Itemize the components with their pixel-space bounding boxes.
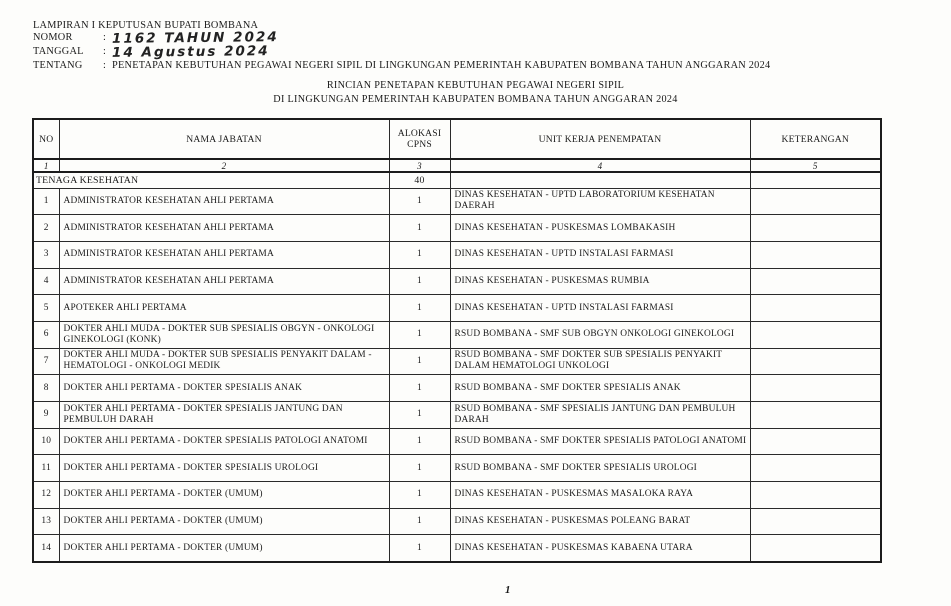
alokasi-cpns-cell: 1 [389,348,450,375]
alokasi-cpns-cell: 1 [389,241,450,268]
table-row [33,268,881,295]
alokasi-cpns-cell: 1 [389,508,450,535]
lampiran-heading: LAMPIRAN I KEPUTUSAN BUPATI BOMBANA [33,20,259,31]
table-row [33,188,881,215]
keterangan-cell [750,375,881,402]
tanggal-row [33,42,770,61]
col-header-alokasi-cpns: ALOKASI CPNS [389,119,450,159]
col-number-1: 1 [33,159,59,172]
row-no-cell: 3 [33,241,59,268]
keterangan-cell [750,241,881,268]
nomor-value-handwritten: 1162 TAHUN 2024 [111,28,279,47]
alokasi-cpns-cell: 1 [389,188,450,215]
nama-jabatan-cell: ADMINISTRATOR KESEHATAN AHLI PERTAMA [59,215,389,242]
row-no-cell: 12 [33,482,59,509]
page-number: 1 [505,584,511,596]
keterangan-cell [750,508,881,535]
section-alokasi: 40 [389,172,450,188]
unit-kerja-cell: RSUD BOMBANA - SMF DOKTER SPESIALIS ANAK [450,375,750,402]
table-row [33,482,881,509]
tanggal-colon: : [103,45,107,57]
alokasi-cpns-cell: 1 [389,268,450,295]
keterangan-cell [750,535,881,562]
keterangan-cell [750,428,881,455]
section-name: TENAGA KESEHATAN [33,172,389,188]
row-no-cell: 5 [33,295,59,322]
table-row [33,215,881,242]
table-row [33,402,881,429]
section-row-tenaga-kesehatan [33,172,881,188]
table-row [33,535,881,562]
nama-jabatan-cell: DOKTER AHLI PERTAMA - DOKTER SPESIALIS UROLOGI [59,455,389,482]
col-header-unit-kerja: UNIT KERJA PENEMPATAN [450,119,750,159]
keterangan-cell [750,482,881,509]
row-no-cell: 2 [33,215,59,242]
nomor-label: NOMOR [33,31,73,43]
alokasi-cpns-cell: 1 [389,482,450,509]
row-no-cell: 10 [33,428,59,455]
title-line-1: RINCIAN PENETAPAN KEBUTUHAN PEGAWAI NEGERI SIPIL [326,80,625,91]
table-row [33,321,881,348]
column-number-row [33,159,881,172]
tentang-label: TENTANG [33,59,83,71]
col-number-5: 5 [750,159,881,172]
nama-jabatan-cell: APOTEKER AHLI PERTAMA [59,295,389,322]
keterangan-cell [750,188,881,215]
alokasi-cpns-cell: 1 [389,375,450,402]
keterangan-cell [750,402,881,429]
nama-jabatan-cell: DOKTER AHLI MUDA - DOKTER SUB SPESIALIS PENYAKIT DALAM - HEMATOLOGI - ONKOLOGI MEDIK [59,348,389,375]
tentang-row [33,60,770,72]
table-row [33,428,881,455]
unit-kerja-cell: DINAS KESEHATAN - PUSKESMAS POLEANG BARAT [450,508,750,535]
tentang-value: PENETAPAN KEBUTUHAN PEGAWAI NEGERI SIPIL DI LINGKUNGAN PEMERINTAH KABUPATEN BOMBANA TAHUN ANGGARAN 2024 [112,59,771,71]
unit-kerja-cell: RSUD BOMBANA - SMF SPESIALIS JANTUNG DAN PEMBULUH DARAH [450,402,750,429]
nama-jabatan-cell: ADMINISTRATOR KESEHATAN AHLI PERTAMA [59,188,389,215]
row-no-cell: 1 [33,188,59,215]
alokasi-cpns-cell: 1 [389,402,450,429]
unit-kerja-cell: RSUD BOMBANA - SMF DOKTER SPESIALIS PATOLOGI ANATOMI [450,428,750,455]
unit-kerja-cell: DINAS KESEHATAN - UPTD LABORATORIUM KESEHATAN DAERAH [450,188,750,215]
nama-jabatan-cell: DOKTER AHLI PERTAMA - DOKTER SPESIALIS PATOLOGI ANATOMI [59,428,389,455]
alokasi-cpns-cell: 1 [389,321,450,348]
staffing-table [32,118,882,563]
alokasi-cpns-cell: 1 [389,215,450,242]
col-number-2: 2 [59,159,389,172]
table-body [33,172,881,562]
row-no-cell: 11 [33,455,59,482]
tentang-colon: : [103,59,107,71]
row-no-cell: 14 [33,535,59,562]
unit-kerja-cell: DINAS KESEHATAN - PUSKESMAS LOMBAKASIH [450,215,750,242]
unit-kerja-cell: DINAS KESEHATAN - UPTD INSTALASI FARMASI [450,295,750,322]
nama-jabatan-cell: DOKTER AHLI PERTAMA - DOKTER (UMUM) [59,508,389,535]
alokasi-cpns-cell: 1 [389,295,450,322]
alokasi-cpns-cell: 1 [389,428,450,455]
nomor-row [33,28,770,47]
table-row [33,348,881,375]
unit-kerja-cell: DINAS KESEHATAN - PUSKESMAS RUMBIA [450,268,750,295]
unit-kerja-cell: RSUD BOMBANA - SMF DOKTER SPESIALIS UROLOGI [450,455,750,482]
row-no-cell: 9 [33,402,59,429]
table-header-row [33,119,881,159]
alokasi-cpns-cell: 1 [389,455,450,482]
alokasi-cpns-cell: 1 [389,535,450,562]
nomor-colon: : [103,31,107,43]
row-no-cell: 8 [33,375,59,402]
col-number-4: 4 [450,159,750,172]
col-header-keterangan: KETERANGAN [750,119,881,159]
col-header-no: NO [33,119,59,159]
col-number-3: 3 [389,159,450,172]
unit-kerja-cell: DINAS KESEHATAN - UPTD INSTALASI FARMASI [450,241,750,268]
keterangan-cell [750,268,881,295]
nama-jabatan-cell: DOKTER AHLI MUDA - DOKTER SUB SPESIALIS OBGYN - ONKOLOGI GINEKOLOGI (KONK) [59,321,389,348]
keterangan-cell [750,455,881,482]
row-no-cell: 6 [33,321,59,348]
keterangan-cell [750,215,881,242]
nama-jabatan-cell: ADMINISTRATOR KESEHATAN AHLI PERTAMA [59,241,389,268]
unit-kerja-cell: DINAS KESEHATAN - PUSKESMAS MASALOKA RAYA [450,482,750,509]
table-row [33,295,881,322]
row-no-cell: 7 [33,348,59,375]
unit-kerja-cell: DINAS KESEHATAN - PUSKESMAS KABAENA UTARA [450,535,750,562]
tanggal-value-handwritten: 14 Agustus 2024 [111,42,270,61]
keterangan-cell [750,295,881,322]
document-title [0,79,951,106]
row-no-cell: 13 [33,508,59,535]
table-row [33,508,881,535]
nama-jabatan-cell: DOKTER AHLI PERTAMA - DOKTER SPESIALIS ANAK [59,375,389,402]
table-row [33,375,881,402]
document-header [33,20,770,72]
tanggal-label: TANGGAL [33,45,84,57]
unit-kerja-cell: RSUD BOMBANA - SMF SUB OBGYN ONKOLOGI GINEKOLOGI [450,321,750,348]
nama-jabatan-cell: DOKTER AHLI PERTAMA - DOKTER SPESIALIS JANTUNG DAN PEMBULUH DARAH [59,402,389,429]
table-row [33,241,881,268]
nama-jabatan-cell: DOKTER AHLI PERTAMA - DOKTER (UMUM) [59,535,389,562]
unit-kerja-cell: RSUD BOMBANA - SMF DOKTER SUB SPESIALIS PENYAKIT DALAM HEMATOLOGI UNKOLOGI [450,348,750,375]
nama-jabatan-cell: DOKTER AHLI PERTAMA - DOKTER (UMUM) [59,482,389,509]
col-header-nama-jabatan: NAMA JABATAN [59,119,389,159]
nama-jabatan-cell: ADMINISTRATOR KESEHATAN AHLI PERTAMA [59,268,389,295]
keterangan-cell [750,321,881,348]
section-unit-kerja-cell [450,172,750,188]
keterangan-cell [750,348,881,375]
section-keterangan-cell [750,172,881,188]
title-line-2: DI LINGKUNGAN PEMERINTAH KABUPATEN BOMBANA TAHUN ANGGARAN 2024 [273,93,678,105]
table-row [33,455,881,482]
row-no-cell: 4 [33,268,59,295]
